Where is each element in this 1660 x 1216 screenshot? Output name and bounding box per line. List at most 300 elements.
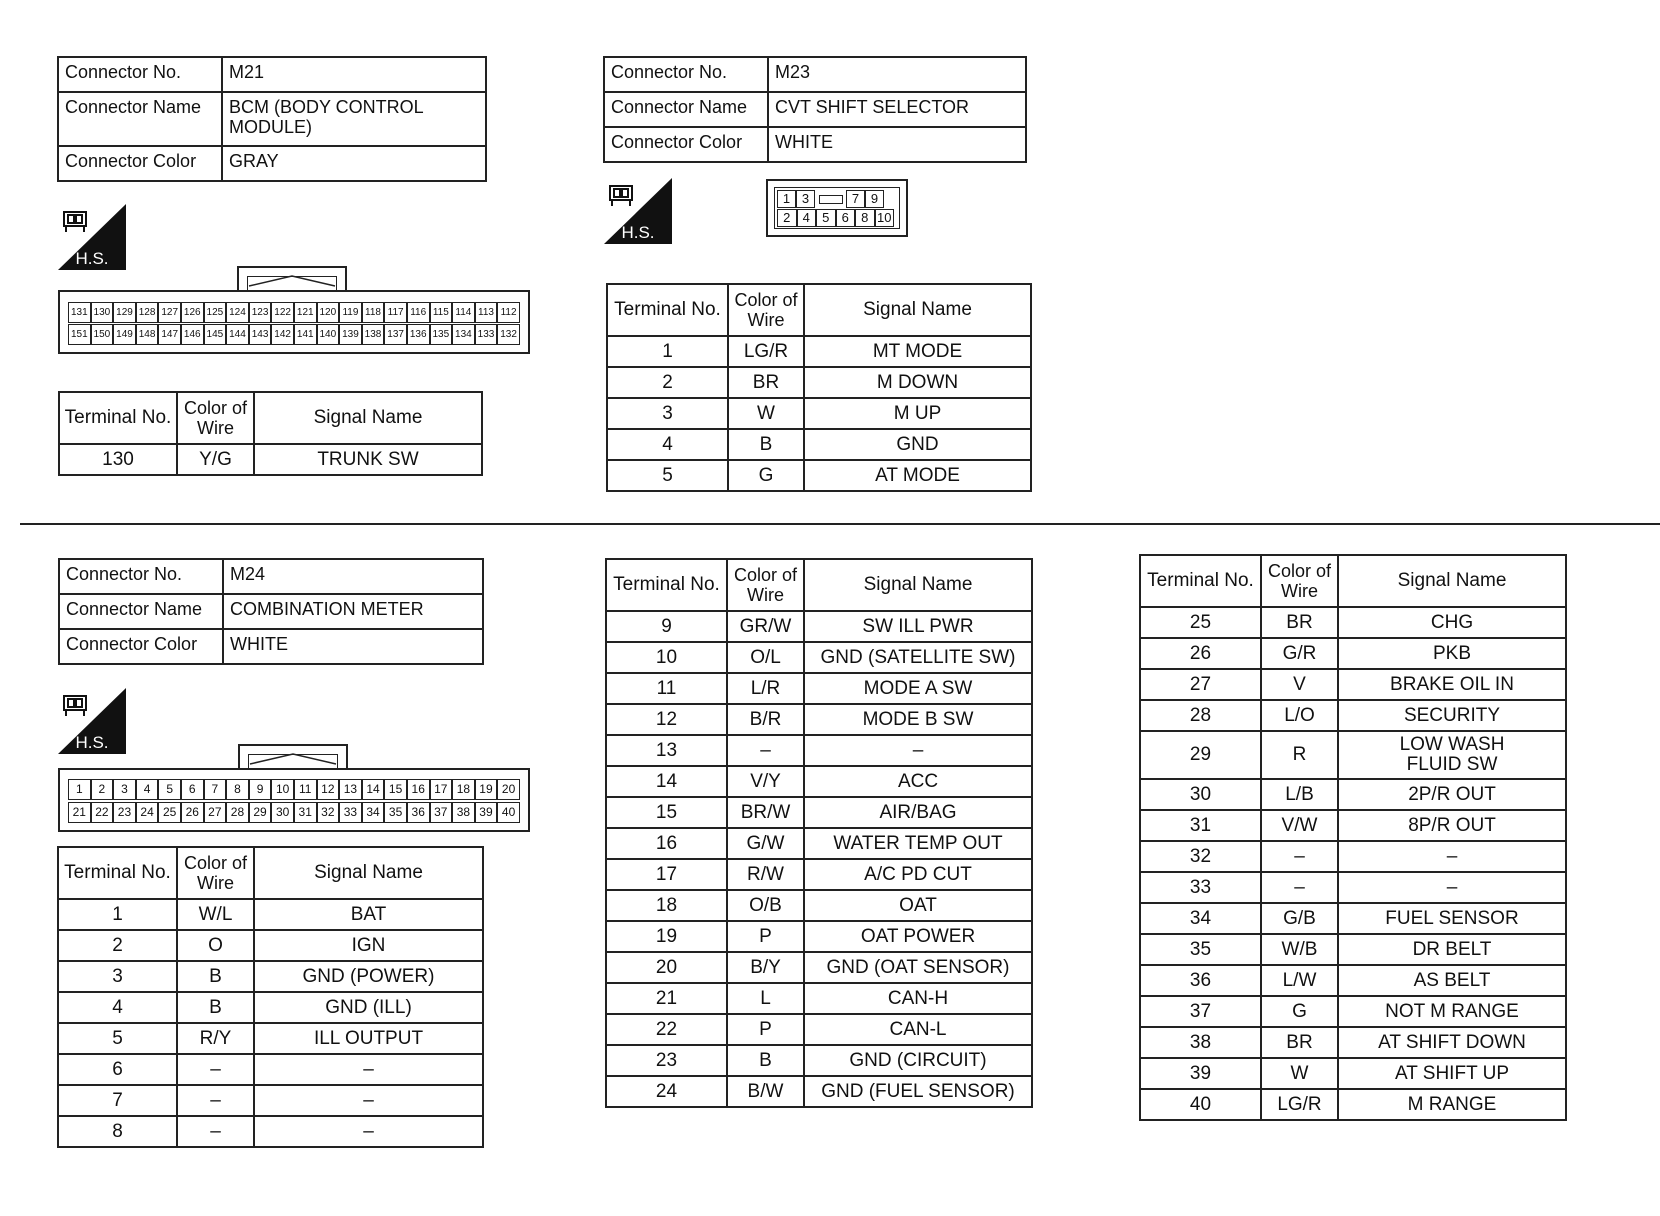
connector-pin: 123: [249, 302, 272, 323]
wire-color-cell: L/O: [1261, 700, 1338, 731]
table-row: [1140, 1089, 1566, 1120]
terminal-no-cell: 19: [606, 921, 727, 952]
signal-name-cell: AIR/BAG: [804, 797, 1032, 828]
connector-name-label: Connector Name: [59, 594, 223, 629]
connector-pin: 33: [339, 802, 362, 823]
wire-color-cell: V/Y: [727, 766, 804, 797]
m24-terminal-table-1: [57, 846, 484, 1148]
wire-color-cell: –: [177, 1054, 254, 1085]
wire-color-cell: L: [727, 983, 804, 1014]
signal-name-cell: DR BELT: [1338, 934, 1566, 965]
connector-pin: 4: [136, 779, 159, 800]
signal-name-cell: –: [254, 1116, 483, 1147]
connector-pin: 150: [91, 324, 114, 345]
wire-color-cell: P: [727, 1014, 804, 1045]
signal-name-cell: –: [1338, 841, 1566, 872]
wire-color-cell: –: [1261, 872, 1338, 903]
connector-pin: 9: [865, 190, 884, 208]
table-row: [58, 1054, 483, 1085]
wire-color-cell: V/W: [1261, 810, 1338, 841]
connector-pin: 5: [816, 209, 836, 227]
connector-name-label: Connector Name: [58, 92, 222, 146]
signal-name-cell: ILL OUTPUT: [254, 1023, 483, 1054]
m24-terminal-table-3: [1139, 554, 1567, 1121]
terminal-no-cell: 28: [1140, 700, 1261, 731]
wire-color-cell: O: [177, 930, 254, 961]
terminal-no-cell: 7: [58, 1085, 177, 1116]
section-divider: [20, 523, 1660, 525]
signal-name-cell: AT SHIFT DOWN: [1338, 1027, 1566, 1058]
connector-name-value: COMBINATION METER: [223, 594, 483, 629]
terminal-no-cell: 40: [1140, 1089, 1261, 1120]
connector-color-label: Connector Color: [59, 629, 223, 664]
signal-name-cell: –: [804, 735, 1032, 766]
signal-name-cell: BAT: [254, 899, 483, 930]
connector-pin: 148: [136, 324, 159, 345]
table-row: [59, 444, 482, 475]
table-row: [606, 611, 1032, 642]
table-row: [58, 961, 483, 992]
connector-pin: 3: [113, 779, 136, 800]
connector-pin: 1: [777, 190, 796, 208]
terminal-no-cell: 16: [606, 828, 727, 859]
connector-name-label: Connector Name: [604, 92, 768, 127]
connector-pin: 144: [226, 324, 249, 345]
wire-color-cell: BR: [1261, 1027, 1338, 1058]
terminal-no-cell: 35: [1140, 934, 1261, 965]
terminal-no-header: Terminal No.: [1140, 555, 1261, 607]
harness-side-icon: [604, 178, 672, 244]
connector-pin: 12: [317, 779, 340, 800]
connector-pin: 149: [113, 324, 136, 345]
signal-name-header: Signal Name: [254, 847, 483, 899]
table-row: [1140, 996, 1566, 1027]
wire-color-cell: G/B: [1261, 903, 1338, 934]
signal-name-cell: AT SHIFT UP: [1338, 1058, 1566, 1089]
connector-pin: 15: [384, 779, 407, 800]
wire-color-cell: W/L: [177, 899, 254, 930]
terminal-no-cell: 13: [606, 735, 727, 766]
wire-color-cell: O/L: [727, 642, 804, 673]
table-row: [1140, 1027, 1566, 1058]
terminal-no-cell: 22: [606, 1014, 727, 1045]
terminal-no-cell: 29: [1140, 731, 1261, 779]
connector-pin: 22: [91, 802, 114, 823]
terminal-no-cell: 34: [1140, 903, 1261, 934]
connector-pin: 138: [362, 324, 385, 345]
wire-color-cell: L/R: [727, 673, 804, 704]
m23-connector-face: [766, 179, 908, 237]
table-row: [607, 429, 1031, 460]
connector-pin: 142: [271, 324, 294, 345]
wire-color-cell: B/R: [727, 704, 804, 735]
wire-color-cell: W: [728, 398, 804, 429]
signal-name-cell: NOT M RANGE: [1338, 996, 1566, 1027]
table-row: [1140, 638, 1566, 669]
terminal-no-cell: 1: [58, 899, 177, 930]
connector-pin: 24: [136, 802, 159, 823]
signal-name-cell: GND: [804, 429, 1031, 460]
connector-pin: 151: [68, 324, 91, 345]
table-row: [58, 1023, 483, 1054]
connector-no-label: Connector No.: [59, 559, 223, 594]
signal-name-cell: FUEL SENSOR: [1338, 903, 1566, 934]
harness-side-icon: [58, 688, 126, 754]
terminal-no-header: Terminal No.: [59, 392, 177, 444]
table-row: [58, 1116, 483, 1147]
wire-color-header: Color of Wire: [1261, 555, 1338, 607]
connector-pin: 146: [181, 324, 204, 345]
signal-name-cell: M DOWN: [804, 367, 1031, 398]
connector-pin: 117: [384, 302, 407, 323]
table-row: [606, 983, 1032, 1014]
table-row: [1140, 779, 1566, 810]
signal-name-cell: –: [254, 1054, 483, 1085]
table-row: [607, 460, 1031, 491]
table-row: [606, 1076, 1032, 1107]
signal-name-cell: ACC: [804, 766, 1032, 797]
connector-pin: 9: [249, 779, 272, 800]
connector-no-label: Connector No.: [604, 57, 768, 92]
terminal-no-cell: 3: [607, 398, 728, 429]
terminal-no-cell: 26: [1140, 638, 1261, 669]
wire-color-cell: BR: [728, 367, 804, 398]
connector-pin: 21: [68, 802, 91, 823]
table-row: [606, 952, 1032, 983]
terminal-no-cell: 14: [606, 766, 727, 797]
terminal-no-header: Terminal No.: [607, 284, 728, 336]
hs-label: H.S.: [75, 733, 109, 752]
connector-pin: 5: [158, 779, 181, 800]
terminal-no-cell: 8: [58, 1116, 177, 1147]
signal-name-cell: –: [1338, 872, 1566, 903]
terminal-no-cell: 33: [1140, 872, 1261, 903]
connector-pin: 6: [836, 209, 856, 227]
signal-name-cell: GND (POWER): [254, 961, 483, 992]
connector-pin: 120: [317, 302, 340, 323]
terminal-no-header: Terminal No.: [606, 559, 727, 611]
connector-pin: 16: [407, 779, 430, 800]
connector-pin: 6: [181, 779, 204, 800]
signal-name-cell: LOW WASH FLUID SW: [1338, 731, 1566, 779]
terminal-no-cell: 20: [606, 952, 727, 983]
table-row: [1140, 903, 1566, 934]
connector-pin: 130: [91, 302, 114, 323]
connector-pin: 140: [317, 324, 340, 345]
wire-color-header: Color of Wire: [728, 284, 804, 336]
signal-name-cell: IGN: [254, 930, 483, 961]
terminal-no-cell: 10: [606, 642, 727, 673]
connector-pin: 122: [271, 302, 294, 323]
m23-pin-row-top: [777, 190, 884, 208]
table-row: [1140, 841, 1566, 872]
connector-pin: 18: [452, 779, 475, 800]
wire-color-cell: W/B: [1261, 934, 1338, 965]
connector-pin: 23: [113, 802, 136, 823]
terminal-no-cell: 23: [606, 1045, 727, 1076]
connector-pin: [815, 190, 846, 208]
wire-color-cell: G/R: [1261, 638, 1338, 669]
signal-name-cell: 8P/R OUT: [1338, 810, 1566, 841]
connector-pin: 1: [68, 779, 91, 800]
table-row: [606, 797, 1032, 828]
wire-color-cell: O/B: [727, 890, 804, 921]
terminal-no-cell: 37: [1140, 996, 1261, 1027]
connector-pin: 19: [475, 779, 498, 800]
wire-color-cell: BR: [1261, 607, 1338, 638]
table-row: [1140, 934, 1566, 965]
connector-pin: 147: [158, 324, 181, 345]
terminal-no-cell: 6: [58, 1054, 177, 1085]
table-row: [1140, 607, 1566, 638]
connector-pin: 137: [384, 324, 407, 345]
connector-color-value: WHITE: [768, 127, 1026, 162]
wire-color-cell: G/W: [727, 828, 804, 859]
connector-pin: 8: [226, 779, 249, 800]
connector-pin: 28: [226, 802, 249, 823]
connector-pin: 11: [294, 779, 317, 800]
connector-pin: 34: [362, 802, 385, 823]
terminal-no-cell: 9: [606, 611, 727, 642]
m24-pin-row-bottom: [68, 802, 520, 823]
connector-pin: 134: [452, 324, 475, 345]
m24-connector-info: [58, 558, 484, 665]
table-row: [606, 921, 1032, 952]
wire-color-cell: G: [1261, 996, 1338, 1027]
m24-pin-row-top: [68, 779, 520, 800]
connector-pin: 143: [249, 324, 272, 345]
connector-pin: 10: [875, 209, 895, 227]
connector-color-value: WHITE: [223, 629, 483, 664]
wire-color-cell: W: [1261, 1058, 1338, 1089]
wire-color-cell: B: [177, 961, 254, 992]
connector-pin: 125: [204, 302, 227, 323]
connector-pin: 135: [430, 324, 453, 345]
table-row: [606, 704, 1032, 735]
connector-pin: 133: [475, 324, 498, 345]
connector-color-label: Connector Color: [58, 146, 222, 181]
hs-label: H.S.: [75, 249, 109, 268]
terminal-no-cell: 31: [1140, 810, 1261, 841]
signal-name-cell: SECURITY: [1338, 700, 1566, 731]
hs-label: H.S.: [621, 223, 655, 242]
m21-pin-row-top: [68, 302, 520, 323]
terminal-no-cell: 12: [606, 704, 727, 735]
signal-name-cell: PKB: [1338, 638, 1566, 669]
table-row: [606, 766, 1032, 797]
connector-pin: 26: [181, 802, 204, 823]
connector-pin: 132: [497, 324, 520, 345]
connector-pin: 7: [846, 190, 865, 208]
signal-name-cell: M RANGE: [1338, 1089, 1566, 1120]
table-row: [606, 1045, 1032, 1076]
table-row: [58, 930, 483, 961]
connector-pin: 37: [430, 802, 453, 823]
signal-name-header: Signal Name: [804, 284, 1031, 336]
connector-pin: 38: [452, 802, 475, 823]
terminal-no-cell: 36: [1140, 965, 1261, 996]
connector-pin: 129: [113, 302, 136, 323]
wire-color-cell: B/Y: [727, 952, 804, 983]
signal-name-header: Signal Name: [804, 559, 1032, 611]
connector-pin: 2: [91, 779, 114, 800]
wire-color-header: Color of Wire: [177, 847, 254, 899]
signal-name-cell: CAN-H: [804, 983, 1032, 1014]
terminal-no-cell: 21: [606, 983, 727, 1014]
connector-pin: 14: [362, 779, 385, 800]
signal-name-cell: CAN-L: [804, 1014, 1032, 1045]
harness-side-icon: [58, 204, 126, 270]
terminal-no-cell: 2: [58, 930, 177, 961]
connector-no-value: M24: [223, 559, 483, 594]
wire-color-cell: L/W: [1261, 965, 1338, 996]
signal-name-cell: MODE B SW: [804, 704, 1032, 735]
signal-name-cell: GND (CIRCUIT): [804, 1045, 1032, 1076]
connector-pin: 145: [204, 324, 227, 345]
wire-color-cell: G: [728, 460, 804, 491]
wire-color-cell: B: [727, 1045, 804, 1076]
m24-terminal-table-2: [605, 558, 1033, 1108]
signal-name-cell: MODE A SW: [804, 673, 1032, 704]
connector-pin: 25: [158, 802, 181, 823]
table-row: [606, 642, 1032, 673]
table-row: [1140, 669, 1566, 700]
pin-slot-blank: [819, 195, 843, 204]
table-row: [607, 367, 1031, 398]
wire-color-cell: V: [1261, 669, 1338, 700]
connector-pin: 4: [797, 209, 817, 227]
connector-pin: 113: [475, 302, 498, 323]
connector-pin: 10: [271, 779, 294, 800]
table-row: [1140, 700, 1566, 731]
terminal-no-cell: 130: [59, 444, 177, 475]
signal-name-cell: AT MODE: [804, 460, 1031, 491]
connector-pin: 30: [271, 802, 294, 823]
wire-color-cell: GR/W: [727, 611, 804, 642]
connector-pin: 118: [362, 302, 385, 323]
m21-terminal-table: [58, 391, 483, 476]
connector-pin: 29: [249, 802, 272, 823]
connector-pin: 124: [226, 302, 249, 323]
connector-no-value: M23: [768, 57, 1026, 92]
signal-name-cell: SW ILL PWR: [804, 611, 1032, 642]
signal-name-cell: BRAKE OIL IN: [1338, 669, 1566, 700]
connector-pin: 119: [339, 302, 362, 323]
terminal-no-cell: 5: [58, 1023, 177, 1054]
wire-color-cell: R: [1261, 731, 1338, 779]
table-row: [58, 899, 483, 930]
table-row: [606, 673, 1032, 704]
m23-terminal-table: [606, 283, 1032, 492]
signal-name-header: Signal Name: [1338, 555, 1566, 607]
wire-color-cell: R/Y: [177, 1023, 254, 1054]
signal-name-cell: OAT: [804, 890, 1032, 921]
wire-color-cell: BR/W: [727, 797, 804, 828]
terminal-no-header: Terminal No.: [58, 847, 177, 899]
connector-pin: 39: [475, 802, 498, 823]
connector-pin: 126: [181, 302, 204, 323]
connector-pin: 112: [497, 302, 520, 323]
terminal-no-cell: 32: [1140, 841, 1261, 872]
table-row: [1140, 731, 1566, 779]
signal-name-cell: GND (SATELLITE SW): [804, 642, 1032, 673]
signal-name-cell: GND (OAT SENSOR): [804, 952, 1032, 983]
connector-pin: 128: [136, 302, 159, 323]
connector-name-value: BCM (BODY CONTROL MODULE): [222, 92, 486, 146]
signal-name-cell: OAT POWER: [804, 921, 1032, 952]
connector-pin: 116: [407, 302, 430, 323]
terminal-no-cell: 15: [606, 797, 727, 828]
connector-pin: 31: [294, 802, 317, 823]
signal-name-cell: GND (FUEL SENSOR): [804, 1076, 1032, 1107]
table-row: [606, 735, 1032, 766]
connector-name-value: CVT SHIFT SELECTOR: [768, 92, 1026, 127]
table-row: [1140, 965, 1566, 996]
table-row: [58, 1085, 483, 1116]
table-row: [607, 336, 1031, 367]
terminal-no-cell: 18: [606, 890, 727, 921]
connector-pin: 136: [407, 324, 430, 345]
connector-color-label: Connector Color: [604, 127, 768, 162]
terminal-no-cell: 2: [607, 367, 728, 398]
table-row: [606, 828, 1032, 859]
wire-color-cell: –: [1261, 841, 1338, 872]
signal-name-cell: –: [254, 1085, 483, 1116]
table-row: [1140, 1058, 1566, 1089]
wire-color-cell: L/B: [1261, 779, 1338, 810]
connector-color-value: GRAY: [222, 146, 486, 181]
wire-color-cell: –: [177, 1085, 254, 1116]
signal-name-cell: CHG: [1338, 607, 1566, 638]
m21-pin-row-bottom: [68, 324, 520, 345]
connector-pin: 20: [497, 779, 520, 800]
signal-name-header: Signal Name: [254, 392, 482, 444]
terminal-no-cell: 39: [1140, 1058, 1261, 1089]
connector-pin: 32: [317, 802, 340, 823]
terminal-no-cell: 5: [607, 460, 728, 491]
connector-pin: 114: [452, 302, 475, 323]
terminal-no-cell: 25: [1140, 607, 1261, 638]
wire-color-cell: B: [728, 429, 804, 460]
wire-color-header: Color of Wire: [177, 392, 254, 444]
wire-color-cell: LG/R: [1261, 1089, 1338, 1120]
connector-pin: 141: [294, 324, 317, 345]
table-row: [606, 890, 1032, 921]
table-row: [607, 398, 1031, 429]
terminal-no-cell: 38: [1140, 1027, 1261, 1058]
connector-pin: 40: [497, 802, 520, 823]
signal-name-cell: GND (ILL): [254, 992, 483, 1023]
table-row: [58, 992, 483, 1023]
signal-name-cell: AS BELT: [1338, 965, 1566, 996]
connector-pin: 13: [339, 779, 362, 800]
connector-pin: 8: [855, 209, 875, 227]
terminal-no-cell: 4: [607, 429, 728, 460]
terminal-no-cell: 27: [1140, 669, 1261, 700]
terminal-no-cell: 24: [606, 1076, 727, 1107]
m21-connector-info: [57, 56, 487, 182]
terminal-no-cell: 3: [58, 961, 177, 992]
connector-pin: 35: [384, 802, 407, 823]
wire-color-cell: –: [177, 1116, 254, 1147]
table-row: [1140, 872, 1566, 903]
table-row: [606, 859, 1032, 890]
connector-pin: 7: [204, 779, 227, 800]
terminal-no-cell: 11: [606, 673, 727, 704]
signal-name-cell: 2P/R OUT: [1338, 779, 1566, 810]
wire-color-cell: B: [177, 992, 254, 1023]
connector-no-value: M21: [222, 57, 486, 92]
